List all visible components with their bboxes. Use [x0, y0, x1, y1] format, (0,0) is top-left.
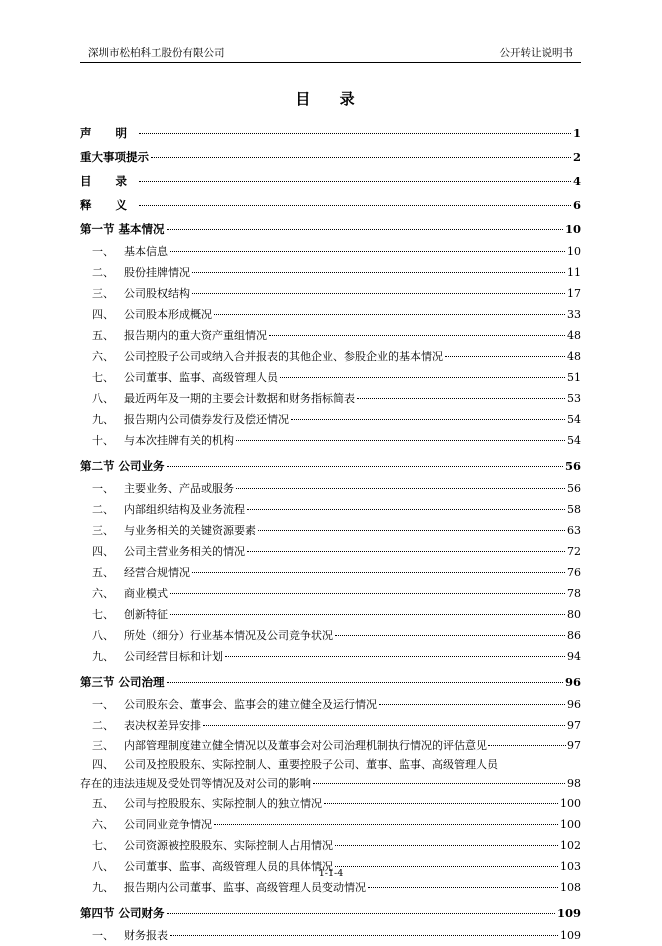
toc-entry-text: 股份挂牌情况 — [124, 266, 190, 279]
toc-entry-number: 一、 — [92, 245, 114, 258]
toc-entry-number: 四、 — [92, 758, 114, 771]
toc-entry-text: 公司董事、监事、高级管理人员的具体情况 — [124, 860, 333, 873]
toc-leader-dots — [445, 356, 565, 357]
toc-entry-label — [80, 604, 168, 625]
header-company: 深圳市松柏科工股份有限公司 — [88, 47, 225, 59]
toc-page-number: 11 — [567, 266, 581, 279]
toc-leader-dots — [335, 866, 558, 867]
toc-entry-text: 公司同业竞争情况 — [124, 818, 212, 831]
toc-entry-number: 二、 — [92, 503, 114, 516]
toc-page-number: 108 — [560, 881, 581, 894]
toc-leader-dots — [139, 181, 571, 182]
toc-leader-dots — [313, 783, 565, 784]
toc-entry-label: 第一节 基本情况 — [80, 222, 165, 236]
toc-entry-number: 九、 — [92, 413, 114, 426]
toc-entry-text: 公司资源被控股股东、实际控制人占用情况 — [124, 839, 333, 852]
toc-entry-text: 公司与控股股东、实际控制人的独立情况 — [124, 797, 322, 810]
toc-leader-dots — [368, 887, 558, 888]
toc-leader-dots — [192, 272, 565, 273]
toc-subsection-entry[interactable] — [80, 793, 581, 814]
toc-page-number: 96 — [564, 675, 581, 689]
toc-section-entry[interactable] — [80, 670, 581, 694]
toc-leader-dots — [170, 614, 565, 615]
toc-entry-text: 表决权差异安排 — [124, 719, 201, 732]
toc-entry-number: 九、 — [92, 650, 114, 663]
toc-entry-label — [80, 541, 245, 562]
toc-entry-label — [80, 430, 234, 451]
toc-entry-label — [80, 877, 366, 898]
toc-entry-label — [80, 499, 245, 520]
toc-subsection-entry[interactable] — [80, 499, 581, 520]
toc-subsection-entry[interactable] — [80, 694, 581, 715]
toc-entry-number: 三、 — [92, 524, 114, 537]
toc-subsection-entry[interactable] — [80, 562, 581, 583]
toc-entry-number: 八、 — [92, 860, 114, 873]
toc-subsection-entry[interactable] — [80, 736, 581, 755]
toc-entry-label — [80, 520, 256, 541]
toc-page-number: 109 — [560, 929, 581, 942]
toc-page-number: 2 — [572, 150, 581, 164]
toc-entry-text: 内部组织结构及业务流程 — [124, 503, 245, 516]
toc-section-entry[interactable] — [80, 217, 581, 241]
toc-page-number: 96 — [567, 698, 581, 711]
toc-page-number: 17 — [567, 287, 581, 300]
toc-entry-number: 三、 — [92, 739, 114, 752]
toc-page-number: 53 — [567, 392, 581, 405]
toc-leader-dots — [167, 682, 563, 683]
toc-entry-label: 第四节 公司财务 — [80, 906, 165, 920]
toc-entry-label: 第三节 公司治理 — [80, 675, 165, 689]
toc-page-number: 54 — [567, 434, 581, 447]
toc-entry-text: 商业模式 — [124, 587, 168, 600]
toc-entry-text: 公司主营业务相关的情况 — [124, 545, 245, 558]
toc-entry-text: 报告期内公司董事、监事、高级管理人员变动情况 — [124, 881, 366, 894]
toc-page-number: 97 — [567, 739, 581, 752]
toc-leader-dots — [280, 377, 565, 378]
toc-leader-dots — [139, 205, 571, 206]
toc-entry-label — [80, 814, 212, 835]
toc-entry-number: 一、 — [92, 698, 114, 711]
toc-entry-text: 公司控股子公司或纳入合并报表的其他企业、参股企业的基本情况 — [124, 350, 443, 363]
table-of-contents — [80, 121, 581, 946]
toc-entry-label — [80, 262, 190, 283]
toc-entry-label — [80, 367, 278, 388]
toc-entry-text: 与业务相关的关键资源要素 — [124, 524, 256, 537]
toc-entry-label — [80, 283, 190, 304]
toc-page-number: 100 — [560, 818, 581, 831]
toc-subsection-entry[interactable] — [80, 283, 581, 304]
toc-entry-text: 公司股本形成概况 — [124, 308, 212, 321]
toc-leader-dots — [335, 635, 565, 636]
toc-leader-dots — [258, 530, 565, 531]
header-doc-type: 公开转让说明书 — [499, 47, 573, 59]
toc-entry-label — [80, 241, 168, 262]
toc-leader-dots — [488, 745, 566, 746]
toc-page-number: 102 — [560, 839, 581, 852]
toc-leader-dots — [225, 656, 565, 657]
toc-leader-dots — [214, 314, 565, 315]
toc-section-entry[interactable] — [80, 454, 581, 478]
toc-entry-label — [80, 583, 168, 604]
toc-page-number: 94 — [567, 650, 581, 663]
toc-subsection-entry[interactable] — [80, 241, 581, 262]
toc-entry-label — [80, 409, 289, 430]
toc-subsection-entry[interactable] — [80, 646, 581, 667]
toc-page-number: 48 — [567, 329, 581, 342]
toc-page-number: 63 — [567, 524, 581, 537]
toc-entry-label — [80, 478, 234, 499]
toc-entry-label — [80, 625, 333, 646]
toc-page-number: 80 — [567, 608, 581, 621]
toc-page-number: 109 — [556, 906, 581, 920]
toc-entry-number: 七、 — [92, 608, 114, 621]
toc-page-number: 58 — [567, 503, 581, 516]
toc-entry-label: 目 录 — [80, 174, 138, 188]
toc-page-number: 10 — [564, 222, 581, 236]
toc-subsection-entry[interactable] — [80, 262, 581, 283]
toc-entry-label — [80, 835, 333, 856]
toc-entry-label: 释 义 — [80, 198, 138, 212]
toc-subsection-entry[interactable] — [80, 520, 581, 541]
toc-leader-dots — [236, 488, 565, 489]
toc-entry-label — [80, 736, 487, 755]
toc-entry-text: 最近两年及一期的主要会计数据和财务指标简表 — [124, 392, 355, 405]
toc-subsection-entry[interactable] — [80, 304, 581, 325]
toc-subsection-entry[interactable] — [80, 715, 581, 736]
toc-page-number: 72 — [567, 545, 581, 558]
toc-subsection-entry[interactable] — [80, 409, 581, 430]
toc-entry-number: 七、 — [92, 839, 114, 852]
toc-entry-text: 经营合规情况 — [124, 566, 190, 579]
toc-leader-dots — [139, 133, 571, 134]
toc-subsection-entry[interactable] — [80, 388, 581, 409]
toc-leader-dots — [269, 335, 565, 336]
toc-page-number: 51 — [567, 371, 581, 384]
toc-entry-number: 六、 — [92, 350, 114, 363]
toc-leader-dots — [151, 157, 571, 158]
toc-page-number: 4 — [572, 174, 581, 188]
toc-section-entry[interactable] — [80, 121, 581, 145]
toc-subsection-entry[interactable] — [80, 346, 581, 367]
toc-entry-text: 公司及控股股东、实际控制人、重要控股子公司、董事、监事、高级管理人员 — [124, 758, 498, 771]
toc-subsection-entry[interactable] — [80, 541, 581, 562]
toc-leader-dots — [167, 466, 563, 467]
toc-leader-dots — [167, 913, 555, 914]
toc-leader-dots — [192, 572, 565, 573]
toc-entry-text: 公司董事、监事、高级管理人员 — [124, 371, 278, 384]
toc-entry-number: 三、 — [92, 287, 114, 300]
toc-page-number: 103 — [560, 860, 581, 873]
toc-entry-number: 五、 — [92, 566, 114, 579]
toc-entry-number: 四、 — [92, 545, 114, 558]
toc-entry-text: 主要业务、产品或服务 — [124, 482, 234, 495]
toc-page-number: 33 — [567, 308, 581, 321]
page-header — [80, 46, 581, 63]
toc-leader-dots — [167, 229, 563, 230]
toc-entry-text: 报告期内公司债券发行及偿还情况 — [124, 413, 289, 426]
toc-entry-number: 一、 — [92, 929, 114, 942]
toc-entry-label — [80, 562, 190, 583]
toc-entry-number: 六、 — [92, 587, 114, 600]
toc-leader-dots — [170, 251, 565, 252]
page-number: 1-1-4 — [318, 868, 344, 879]
toc-entry-label — [80, 388, 355, 409]
toc-entry-label — [80, 346, 443, 367]
toc-entry-text: 财务报表 — [124, 929, 168, 942]
toc-entry-text: 所处（细分）行业基本情况及公司竞争状况 — [124, 629, 333, 642]
toc-subsection-entry[interactable] — [80, 583, 581, 604]
toc-section-entry[interactable] — [80, 193, 581, 217]
toc-subsection-entry[interactable] — [80, 755, 581, 774]
toc-page-number: 54 — [567, 413, 581, 426]
toc-leader-dots — [170, 593, 565, 594]
toc-entry-number: 四、 — [92, 308, 114, 321]
toc-entry-number: 一、 — [92, 482, 114, 495]
toc-entry-text: 内部管理制度建立健全情况以及董事会对公司治理机制执行情况的评估意见 — [124, 739, 487, 752]
toc-entry-text: 创新特征 — [124, 608, 168, 621]
toc-entry-number: 八、 — [92, 392, 114, 405]
toc-section-entry[interactable] — [80, 169, 581, 193]
toc-page-number: 56 — [564, 459, 581, 473]
toc-page-number: 86 — [567, 629, 581, 642]
toc-entry-label: 第二节 公司业务 — [80, 459, 165, 473]
toc-leader-dots — [357, 398, 565, 399]
toc-page-number: 6 — [572, 198, 581, 212]
toc-leader-dots — [214, 824, 558, 825]
toc-page-number: 48 — [567, 350, 581, 363]
toc-entry-label — [80, 755, 498, 774]
toc-subsection-entry[interactable] — [80, 478, 581, 499]
toc-entry-text: 公司股权结构 — [124, 287, 190, 300]
toc-entry-number: 五、 — [92, 329, 114, 342]
toc-leader-dots — [203, 725, 565, 726]
toc-entry-label — [80, 694, 377, 715]
toc-subsection-entry[interactable] — [80, 430, 581, 451]
toc-leader-dots — [379, 704, 565, 705]
toc-entry-label — [80, 304, 212, 325]
toc-subsection-entry[interactable] — [80, 814, 581, 835]
toc-entry-label: 重大事项提示 — [80, 150, 149, 164]
toc-entry-number: 六、 — [92, 818, 114, 831]
toc-page-number: 10 — [567, 245, 581, 258]
toc-subsection-entry[interactable] — [80, 604, 581, 625]
toc-section-entry[interactable] — [80, 145, 581, 169]
toc-entry-number: 五、 — [92, 797, 114, 810]
toc-page-number: 98 — [567, 777, 581, 790]
toc-entry-text: 公司经营目标和计划 — [124, 650, 223, 663]
toc-subsection-entry[interactable] — [80, 325, 581, 346]
toc-entry-label — [80, 325, 267, 346]
toc-page-number: 56 — [567, 482, 581, 495]
toc-leader-dots — [236, 440, 565, 441]
toc-entry-label: 声 明 — [80, 126, 138, 140]
toc-entry-text: 基本信息 — [124, 245, 168, 258]
toc-entry-number: 九、 — [92, 881, 114, 894]
toc-entry-label — [80, 715, 201, 736]
toc-entry-label: 存在的违法违规及受处罚等情况及对公司的影响 — [80, 777, 311, 790]
toc-section-entry[interactable] — [80, 901, 581, 925]
toc-subsection-entry[interactable] — [80, 625, 581, 646]
toc-page-number: 97 — [567, 719, 581, 732]
toc-leader-dots — [324, 803, 558, 804]
toc-entry-text: 与本次挂牌有关的机构 — [124, 434, 234, 447]
toc-title: 目 录 — [295, 90, 367, 108]
toc-subsection-entry[interactable] — [80, 835, 581, 856]
toc-entry-number: 十、 — [92, 434, 114, 447]
toc-entry-text: 报告期内的重大资产重组情况 — [124, 329, 267, 342]
toc-leader-dots — [247, 551, 565, 552]
toc-entry-number: 七、 — [92, 371, 114, 384]
toc-page-number: 1 — [572, 126, 581, 140]
toc-entry-number: 二、 — [92, 266, 114, 279]
toc-entry-continuation[interactable] — [80, 774, 581, 793]
toc-leader-dots — [335, 845, 558, 846]
toc-subsection-entry[interactable] — [80, 367, 581, 388]
toc-page-number: 76 — [567, 566, 581, 579]
toc-leader-dots — [247, 509, 565, 510]
toc-page-number: 78 — [567, 587, 581, 600]
toc-leader-dots — [291, 419, 565, 420]
toc-entry-text: 公司股东会、董事会、监事会的建立健全及运行情况 — [124, 698, 377, 711]
toc-page-number: 100 — [560, 797, 581, 810]
toc-entry-label — [80, 793, 322, 814]
toc-subsection-entry[interactable] — [80, 877, 581, 898]
toc-leader-dots — [192, 293, 565, 294]
toc-entry-number: 二、 — [92, 719, 114, 732]
toc-entry-label — [80, 646, 223, 667]
toc-entry-number: 八、 — [92, 629, 114, 642]
